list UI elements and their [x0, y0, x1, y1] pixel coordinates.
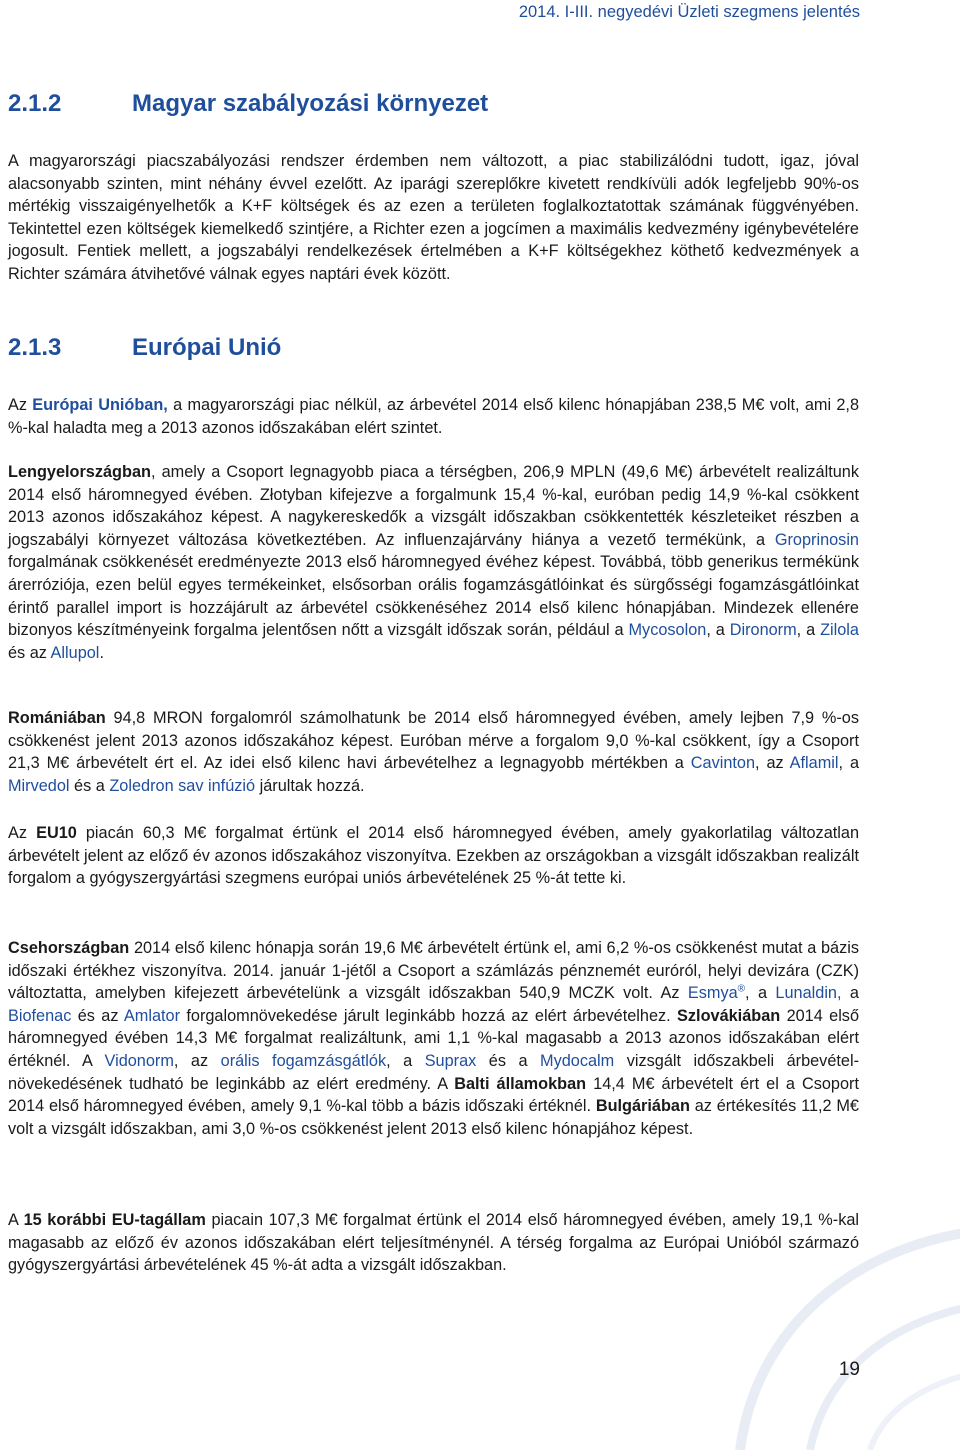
product-zoledron: Zoledron sav infúzió: [109, 776, 256, 795]
text: , az: [173, 1051, 221, 1070]
region-eu15: 15 korábbi EU-tagállam: [23, 1211, 206, 1229]
text: járultak hozzá.: [255, 776, 365, 795]
text: 2014 első kilenc hónapja során 19,6 M€ árbevételt értünk el, ami 6,2 %-os csökkenést mutat a bázis időszaki értékhez viszonyítva. 2014. január 1-jétől a Csoport a számlázás pénznemét euróról, helyi devizára (CZK) változtatta, amelyben kifejezett árbevételünk a vizsgált időszakban 540,9 MCZK volt. Az: [8, 939, 859, 1003]
product-lunaldin: Lunaldin,: [775, 984, 842, 1003]
text: a: [841, 984, 859, 1003]
section-title: Magyar szabályozási környezet: [132, 90, 489, 117]
paragraph-eu-summary: [8, 394, 859, 439]
text: , a: [745, 984, 776, 1003]
product-allupol: Allupol: [50, 643, 100, 662]
country-slovakia: Szlovákiában: [677, 1006, 781, 1025]
product-esmya: Esmya: [687, 984, 738, 1003]
text: A: [8, 1211, 24, 1229]
section-title: Európai Unió: [132, 334, 282, 361]
product-mycosolon: Mycosolon: [628, 621, 707, 640]
logo-watermark-icon: [700, 1150, 960, 1450]
product-suprax: Suprax: [424, 1051, 477, 1070]
page-header-title: 2014. I-III. negyedévi Üzleti szegmens jelentés: [518, 3, 860, 21]
text: és a: [476, 1051, 541, 1070]
region-eu10: EU10: [36, 824, 77, 842]
text: , a: [838, 754, 859, 773]
section-number: 2.1.3: [8, 334, 62, 361]
text: vizsgált időszakbeli árbevétel-növekedésének tudható be leginkább az elért eredmény. A: [8, 1051, 859, 1093]
section-heading-hungarian-regulation: [8, 90, 488, 118]
section-heading-european-union: [8, 334, 281, 362]
text: forgalomnövekedése járult leginkább hozzá az elért árbevételhez.: [180, 1006, 678, 1025]
text: a magyarországi piac nélkül, az árbevétel 2014 első kilenc hónapjában 238,5 M€ volt, ami 2,8 %-kal haladta meg a 2013 azonos időszakában elért szintet.: [8, 396, 859, 437]
text: és az: [71, 1006, 124, 1025]
product-amlator: Amlator: [123, 1006, 181, 1025]
text: , a: [796, 621, 821, 640]
text: 2014 első háromnegyed évében 14,3 M€ forgalmat realizáltunk, ami 1,1 %-kal magasabb a 2013 azonos időszakában elért értéknél. A: [8, 1006, 860, 1070]
page-number: 19: [838, 1359, 860, 1380]
product-vidonorm: Vidonorm: [104, 1051, 174, 1070]
product-zilola: Zilola: [820, 621, 859, 640]
product-biofenac: Biofenac: [8, 1006, 72, 1025]
product-aflamil: Aflamil: [789, 754, 839, 773]
text: .: [99, 643, 104, 662]
product-oral-contraceptives: orális fogamzásgátlók: [220, 1051, 387, 1070]
product-mydocalm: Mydocalm: [540, 1051, 615, 1070]
region-baltic-states: Balti államokban: [454, 1074, 587, 1093]
text: piacán 60,3 M€ forgalmat értünk el 2014 első háromnegyed évében, amely gyakorlatilag változatlan árbevételt jelent az előző év azonos időszakához viszonyítva. Ezekben az országokban a vizsgált időszakban realizált forgalom a gyógyszergyártási szegmens európai uniós árbevételének 25 %-át tette ki.: [8, 824, 860, 888]
text: Az: [8, 824, 37, 842]
text: az értékesítés 11,2 M€ volt a vizsgált időszakban, ami 3,0 %-os csökkenést jelent 2013 első kilenc hónapjához képest.: [8, 1097, 859, 1138]
country-romania: Romániában: [8, 709, 106, 727]
text: Az: [8, 396, 33, 414]
country-czech-republic: Csehországban: [8, 939, 130, 957]
paragraph-eu15: [8, 1209, 859, 1277]
text: , a: [706, 621, 730, 640]
product-groprinosin: Groprinosin: [774, 530, 859, 549]
text: forgalmának csökkenését eredményezte 2013 első háromnegyed évéhez képest. Továbbá, több generikus termékünk árerróziója, ezen belül egyes termékeinket, elsősorban orális fogamzásgátlóinkat és sürgősségi fogamzásgátlóinkat érintő parallel import is hozzájárult az árbevétel csökkenéséhez 2014 első kilenc hónapjában. Mindezek ellenére bizonyos készítményeink forgalma jelentősen nőtt a vizsgált időszak során, például a: [8, 553, 859, 640]
text: és a: [69, 776, 110, 795]
product-cavinton: Cavinton: [690, 754, 756, 773]
registered-mark: ®: [737, 983, 746, 995]
text: A magyarországi piacszabályozási rendszer érdemben nem változott, a piac stabilizálódni tudott, igaz, jóval alacsonyabb szinten, mint néhány évvel ezelőtt. Az iparági szereplőkre kivetett rendkívüli adók legfeljebb 90%-os mértékig visszaigényelhetők a K+F költségek és az ezen a területen foglalkoztatottak számának függvényében. Tekintettel ezen költségek kiemelkedő szintjére, a Richter ezen a jogcímen a maximális kedvezmény igénybevételére jogosult. Fentiek mellett, a jogszabályi rendelkezések értelmében a K+F költségekhez köthető kedvezmények a Richter számára átvihetővé válnak egyes naptári évek között.: [8, 152, 859, 283]
country-poland: Lengyelországban: [8, 463, 151, 481]
highlight-european-union: Európai Unióban,: [32, 396, 168, 414]
paragraph-eu10: [8, 822, 859, 890]
text: , az: [755, 754, 790, 773]
paragraph-hungarian-regulation: [8, 150, 859, 286]
text: , a: [386, 1051, 425, 1070]
text: , amely a Csoport legnagyobb piaca a térségben, 206,9 MPLN (49,6 M€) árbevételt realizáltunk 2014 első háromnegyed évében. Złotyban kifejezve a forgalmunk 15,4 %-kal, euróban pedig 14,9 %-kal csökkent 2013 azonos időszakához képest. A nagykereskedők a vizsgált időszakban csökkentették készleteiket részben a jogszabályi környezet változása következtében. Az influenzajárvány hiánya a vezető termékünk, a: [8, 463, 859, 549]
text: és az: [8, 643, 51, 662]
paragraph-romania: [8, 707, 859, 797]
text: 14,4 M€ árbevételt ért el a Csoport 2014 első háromnegyed évében, amely 9,1 %-kal több a bázis időszaki értéknél.: [8, 1074, 859, 1116]
paragraph-poland: [8, 461, 859, 664]
text: 94,8 MRON forgalomról számolhatunk be 2014 első háromnegyed évében, amely lejben 7,9 %-os csökkenést jelent 2013 azonos időszakához képest. Euróban mérve a forgalom 9,0 %-kal csökkent, így a Csoport 21,3 M€ árbevételt ért el. Az idei első kilenc havi árbevételhez a legnagyobb mértékben a: [8, 709, 859, 773]
paragraph-czech-slovakia-baltic-bulgaria: [8, 937, 859, 1140]
product-mirvedol: Mirvedol: [8, 776, 70, 795]
country-bulgaria: Bulgáriában: [595, 1097, 690, 1116]
text: piacain 107,3 M€ forgalmat értünk el 2014 első háromnegyed évében, amely 19,1 %-kal magasabb az előző év azonos időszakában elért teljesítménynél. A térség forgalma az Európai Unióból származó gyógyszergyártási árbevételének 45 %-át adta a vizsgált időszakban.: [8, 1211, 860, 1275]
product-dironorm: Dironorm: [729, 621, 797, 640]
section-number: 2.1.2: [8, 90, 62, 117]
